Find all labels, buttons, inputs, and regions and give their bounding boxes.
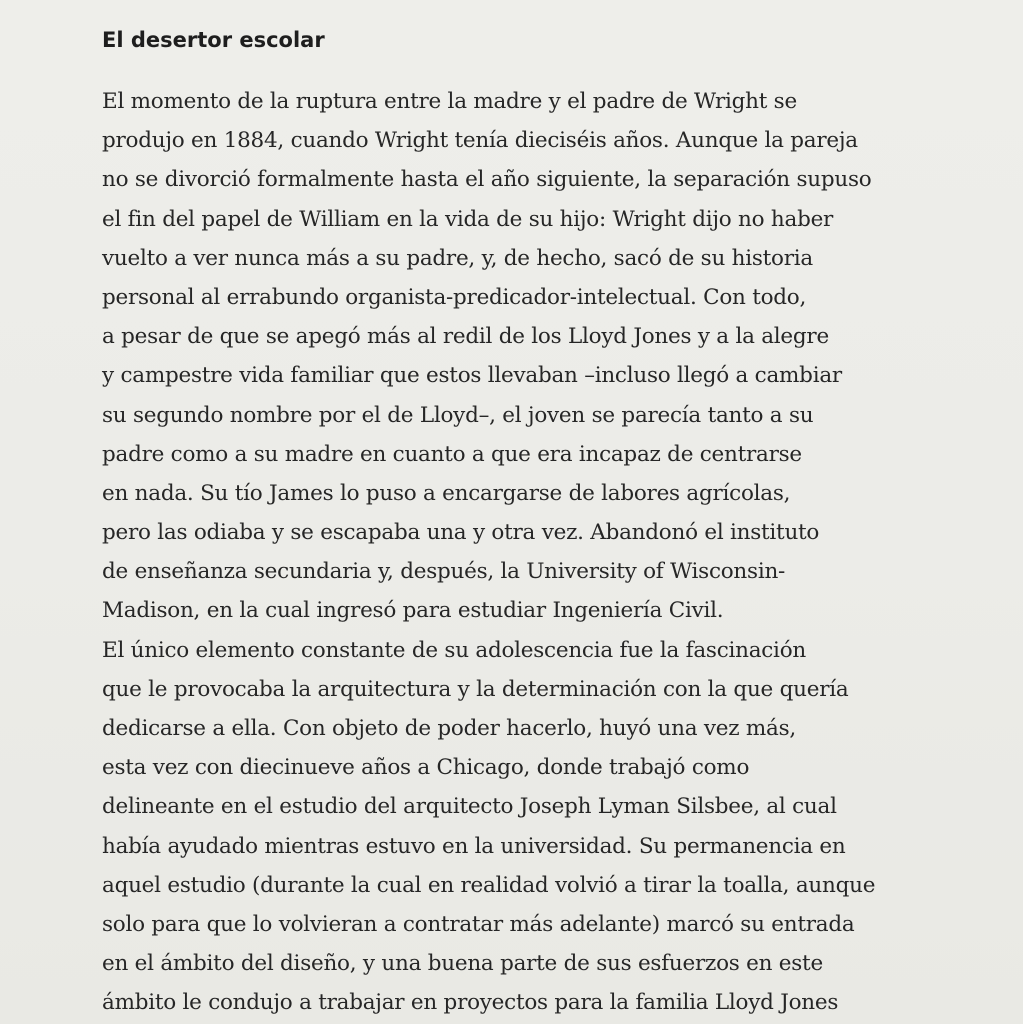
- text-line: en el ámbito del diseño, y una buena parte de sus esfuerzos en este: [102, 951, 823, 977]
- section-heading: El desertor escolar: [102, 28, 325, 52]
- text-line: El momento de la ruptura entre la madre y el padre de Wright se: [102, 89, 797, 114]
- text-line: El único elemento constante de su adolescencia fue la fascinación: [102, 637, 806, 663]
- text-line: pero las odiaba y se escapaba una y otra vez. Abandonó el instituto: [102, 520, 820, 546]
- text-line: Madison, en la cual ingresó para estudiar Ingeniería Civil.: [102, 598, 724, 624]
- text-line: de enseñanza secundaria y, después, la University of Wisconsin-: [102, 559, 786, 585]
- text-line: padre como a su madre en cuanto a que era incapaz de centrarse: [102, 441, 802, 467]
- text-line: su segundo nombre por el de Lloyd–, el joven se parecía tanto a su: [102, 402, 814, 428]
- text-line: ámbito le condujo a trabajar en proyectos para la familia Lloyd Jones: [102, 990, 839, 1016]
- text-line: aquel estudio (durante la cual en realidad volvió a tirar la toalla, aunque: [102, 872, 876, 898]
- text-line: esta vez con diecinueve años a Chicago, donde trabajó como: [102, 755, 750, 781]
- text-line: personal al errabundo organista-predicador-intelectual. Con todo,: [102, 284, 807, 310]
- text-line: no se divorció formalmente hasta el año siguiente, la separación supuso: [102, 167, 872, 193]
- text-line: a pesar de que se apegó más al redil de los Lloyd Jones y a la alegre: [102, 324, 829, 350]
- text-line: en nada. Su tío James lo puso a encargarse de labores agrícolas,: [102, 480, 791, 506]
- text-line: delineante en el estudio del arquitecto Joseph Lyman Silsbee, al cual: [102, 794, 837, 820]
- text-line: solo para que lo volvieran a contratar más adelante) marcó su entrada: [102, 911, 855, 937]
- text-line: el fin del papel de William en la vida de su hijo: Wright dijo no haber: [102, 206, 834, 232]
- text-line: había ayudado mientras estuvo en la universidad. Su permanencia en: [102, 833, 846, 859]
- text-line: que le provocaba la arquitectura y la determinación con la que quería: [102, 676, 849, 702]
- body-text: [102, 82, 1002, 1023]
- text-line: produjo en 1884, cuando Wright tenía dieciséis años. Aunque la pareja: [102, 128, 858, 154]
- text-line: y campestre vida familiar que estos llevaban –incluso llegó a cambiar: [102, 363, 842, 389]
- text-line: dedicarse a ella. Con objeto de poder hacerlo, huyó una vez más,: [102, 716, 796, 741]
- text-line: vuelto a ver nunca más a su padre, y, de hecho, sacó de su historia: [102, 245, 813, 271]
